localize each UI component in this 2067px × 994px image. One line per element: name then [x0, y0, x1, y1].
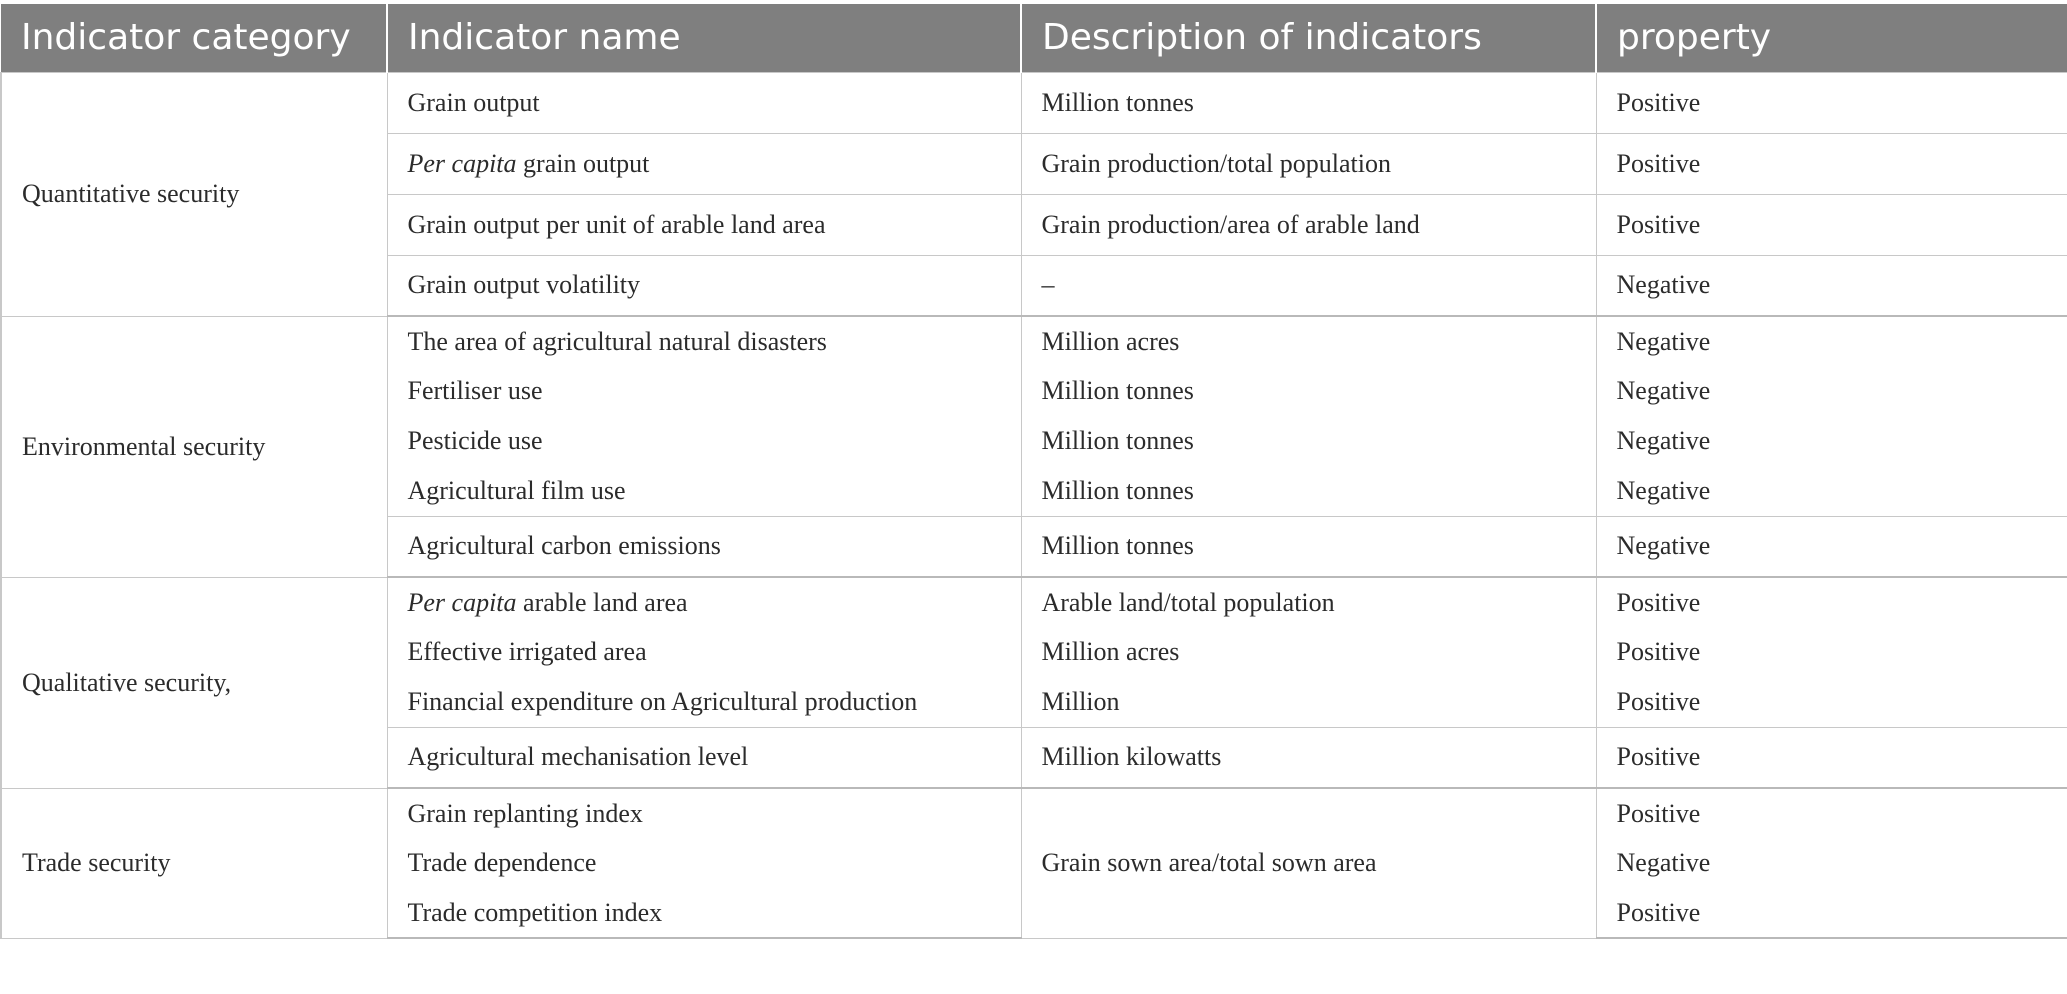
indicator-name-cell: The area of agricultural natural disasters [387, 316, 1021, 366]
indicator-name-cell: Trade dependence [387, 838, 1021, 888]
indicator-name-cell: Grain replanting index [387, 788, 1021, 838]
category-cell: Trade security [1, 788, 387, 938]
property-cell: Positive [1596, 727, 2067, 788]
italic-term: Per capita [407, 148, 517, 178]
description-cell: Million [1021, 677, 1596, 727]
property-cell: Negative [1596, 316, 2067, 366]
description-cell: Grain sown area/total sown area [1021, 788, 1596, 938]
category-cell: Environmental security [1, 316, 387, 577]
header-property: property [1596, 4, 2067, 72]
indicator-name-cell: Financial expenditure on Agricultural production [387, 677, 1021, 727]
indicator-name-cell: Agricultural carbon emissions [387, 516, 1021, 577]
property-cell: Positive [1596, 72, 2067, 133]
table-row [1, 316, 2067, 366]
property-cell: Negative [1596, 466, 2067, 516]
property-cell: Positive [1596, 677, 2067, 727]
indicator-name-cell: Agricultural mechanisation level [387, 727, 1021, 788]
italic-term: Per capita [407, 587, 517, 617]
description-cell: Grain production/total population [1021, 133, 1596, 194]
table-row [1, 72, 2067, 133]
description-cell: Grain production/area of arable land [1021, 194, 1596, 255]
header-row [1, 4, 2067, 72]
description-cell: Arable land/total population [1021, 577, 1596, 627]
indicator-name-text: grain output [516, 148, 650, 178]
indicator-name-cell: Grain output per unit of arable land area [387, 194, 1021, 255]
category-cell: Qualitative security, [1, 577, 387, 788]
description-cell: Million tonnes [1021, 516, 1596, 577]
property-cell: Negative [1596, 516, 2067, 577]
property-cell: Positive [1596, 133, 2067, 194]
indicator-name-cell: Effective irrigated area [387, 627, 1021, 677]
property-cell: Positive [1596, 194, 2067, 255]
header-indicator-name: Indicator name [387, 4, 1021, 72]
table-row [1, 577, 2067, 627]
indicator-name-cell: Agricultural film use [387, 466, 1021, 516]
property-cell: Negative [1596, 416, 2067, 466]
description-cell: Million acres [1021, 627, 1596, 677]
description-cell: – [1021, 255, 1596, 316]
property-cell: Positive [1596, 627, 2067, 677]
indicator-name-cell: Trade competition index [387, 888, 1021, 938]
table-row [1, 788, 2067, 838]
description-cell: Million tonnes [1021, 72, 1596, 133]
category-cell: Quantitative security [1, 72, 387, 316]
indicator-name-cell [387, 133, 1021, 194]
header-description: Description of indicators [1021, 4, 1596, 72]
property-cell: Positive [1596, 577, 2067, 627]
property-cell: Positive [1596, 788, 2067, 838]
indicator-name-cell: Grain output volatility [387, 255, 1021, 316]
description-cell: Million tonnes [1021, 416, 1596, 466]
description-cell: Million kilowatts [1021, 727, 1596, 788]
property-cell: Positive [1596, 888, 2067, 938]
indicator-name-cell: Pesticide use [387, 416, 1021, 466]
description-cell: Million tonnes [1021, 366, 1596, 416]
property-cell: Negative [1596, 255, 2067, 316]
property-cell: Negative [1596, 366, 2067, 416]
description-cell: Million acres [1021, 316, 1596, 366]
indicator-name-cell: Fertiliser use [387, 366, 1021, 416]
description-cell: Million tonnes [1021, 466, 1596, 516]
property-cell: Negative [1596, 838, 2067, 888]
indicator-name-text: arable land area [516, 587, 688, 617]
indicator-name-cell: Grain output [387, 72, 1021, 133]
indicator-table [0, 4, 2067, 939]
header-indicator-category: Indicator category [1, 4, 387, 72]
indicator-name-cell [387, 577, 1021, 627]
